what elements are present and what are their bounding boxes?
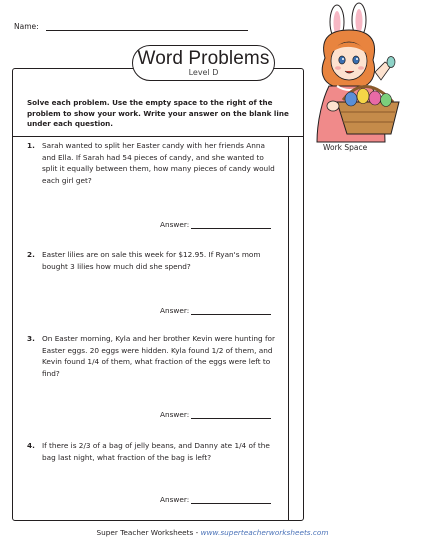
question-3 [27, 333, 275, 379]
worksheet-title: Word Problems [137, 48, 270, 69]
worksheet-level: Level D [188, 68, 219, 77]
instructions: Solve each problem. Use the empty space to the right of the problem to show your work. Write your answer on the blank line under each question. [27, 98, 289, 128]
answer-blank-line [191, 503, 271, 504]
question-4 [27, 440, 275, 463]
answer-blank-line [191, 228, 271, 229]
question-number: 2. [27, 250, 35, 259]
question-number: 4. [27, 441, 35, 450]
question-2 [27, 249, 275, 272]
answer-label: Answer: [160, 410, 190, 419]
title-box [132, 45, 275, 81]
work-space-divider [288, 136, 289, 521]
easter-girl-illustration-icon [303, 2, 421, 147]
footer [0, 528, 425, 537]
instructions-divider [12, 136, 304, 137]
question-1 [27, 140, 275, 186]
question-text: Easter lilies are on sale this week for $12.95. If Ryan's mom bought 3 lilies how much did she spend? [42, 250, 261, 271]
footer-separator: - [193, 528, 201, 537]
answer-blank-line [191, 314, 271, 315]
name-blank-line [46, 30, 248, 31]
answer-label: Answer: [160, 220, 190, 229]
question-number: 3. [27, 334, 35, 343]
question-text: If there is 2/3 of a bag of jelly beans, and Danny ate 1/4 of the bag last night, what fraction of the bag is left? [42, 441, 270, 462]
answer-label: Answer: [160, 306, 190, 315]
footer-link[interactable]: www.superteacherworksheets.com [200, 528, 329, 537]
question-text: Sarah wanted to split her Easter candy with her friends Anna and Ella. If Sarah had 54 pieces of candy, and she wanted to split it equally between them, how many pieces of candy would each girl get? [42, 141, 275, 185]
answer-label: Answer: [160, 495, 190, 504]
work-space-label: Work Space [323, 143, 368, 152]
footer-brand: Super Teacher Worksheets [96, 528, 194, 537]
answer-blank-line [191, 418, 271, 419]
question-text: On Easter morning, Kyla and her brother Kevin were hunting for Easter eggs. 20 eggs were hidden. Kyla found 1/2 of them, and Kevin found 1/4 of them, what fraction of the eggs were left to find? [42, 334, 276, 378]
question-number: 1. [27, 141, 35, 150]
name-label: Name: [14, 22, 39, 31]
